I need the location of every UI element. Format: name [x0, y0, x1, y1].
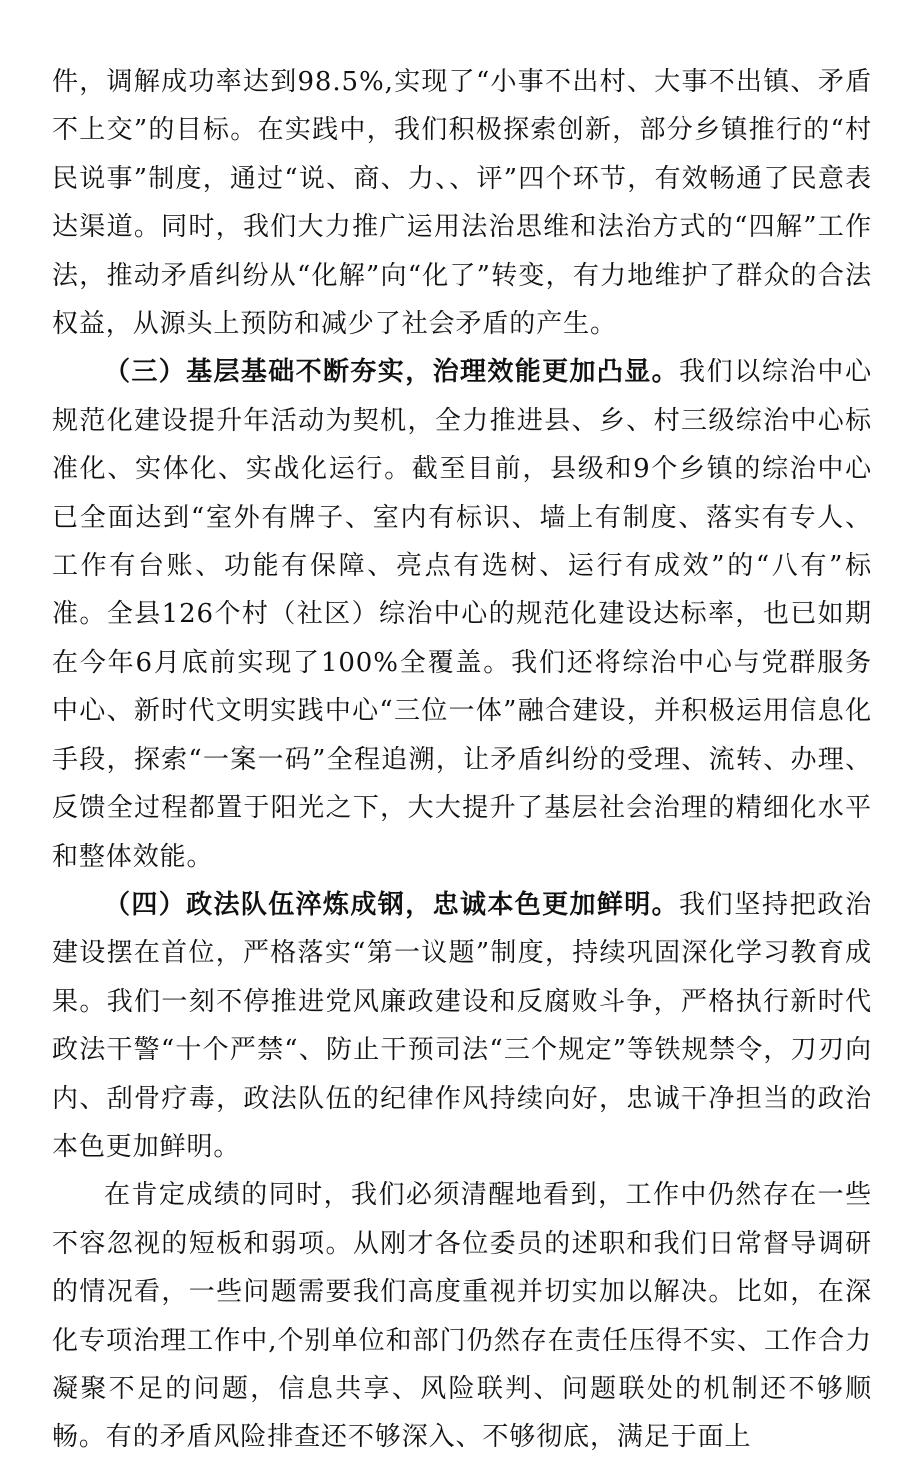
- document-page: [52, 58, 872, 1462]
- paragraph-text: 在肯定成绩的同时，我们必须清醒地看到，工作中仍然存在一些不容忽视的短板和弱项。从刚才各位委员的述职和我们日常督导调研的情况看，一些问题需要我们高度重视并切实加以解决。比如，在深化专项治理工作中,个别单位和部门仍然存在责任压得不实、工作合力凝聚不足的问题，信息共享、风险联判、问题联处的机制还不够顺畅。有的矛盾风险排查还不够深入、不够彻底，满足于面上: [52, 1180, 872, 1453]
- paragraph-text: 我们以综治中心规范化建设提升年活动为契机，全力推进县、乡、村三级综治中心标准化、实体化、实战化运行。截至目前，县级和9个乡镇的综治中心已全面达到“室外有牌子、室内有标识、墙上有制度、落实有专人、工作有台账、功能有保障、亮点有选树、运行有成效”的“八有”标准。全县126个村（社区）综治中心的规范化建设达标率，也已如期在今年6月底前实现了100%全覆盖。我们还将综治中心与党群服务中心、新时代文明实践中心“三位一体”融合建设，并积极运用信息化手段，探索“一案一码”全程追溯，让矛盾纠纷的受理、流转、办理、反馈全过程都置于阳光之下，大大提升了基层社会治理的精细化水平和整体效能。: [52, 357, 872, 872]
- paragraph-text: 件，调解成功率达到98.5%,实现了“小事不出村、大事不出镇、矛盾不上交”的目标。在实践中，我们积极探索创新，部分乡镇推行的“村民说事”制度，通过“说、商、力、、评”四个环节，有效畅通了民意表达渠道。同时，我们大力推广运用法治思维和法治方式的“四解”工作法，推动矛盾纠纷从“化解”向“化了”转变，有力地维护了群众的合法权益，从源头上预防和减少了社会矛盾的产生。: [52, 67, 872, 340]
- paragraph-section-3: [52, 348, 872, 880]
- paragraph-text: 我们坚持把政治建设摆在首位，严格落实“第一议题”制度，持续巩固深化学习教育成果。我们一刻不停推进党风廉政建设和反腐败斗争，严格执行新时代政法干警“十个严禁“、防止干预司法“三个规定”等铁规禁令，刀刃向内、刮骨疗毒，政法队伍的纪律作风持续向好，忠诚干净担当的政治本色更加鲜明。: [52, 889, 872, 1162]
- section-heading: （三）基层基础不断夯实，治理效能更加凸显。: [104, 357, 679, 388]
- paragraph-continued: [52, 58, 872, 348]
- paragraph-shortcomings: [52, 1171, 872, 1461]
- section-heading: （四）政法队伍淬炼成钢，忠诚本色更加鲜明。: [104, 889, 679, 920]
- paragraph-section-4: [52, 881, 872, 1171]
